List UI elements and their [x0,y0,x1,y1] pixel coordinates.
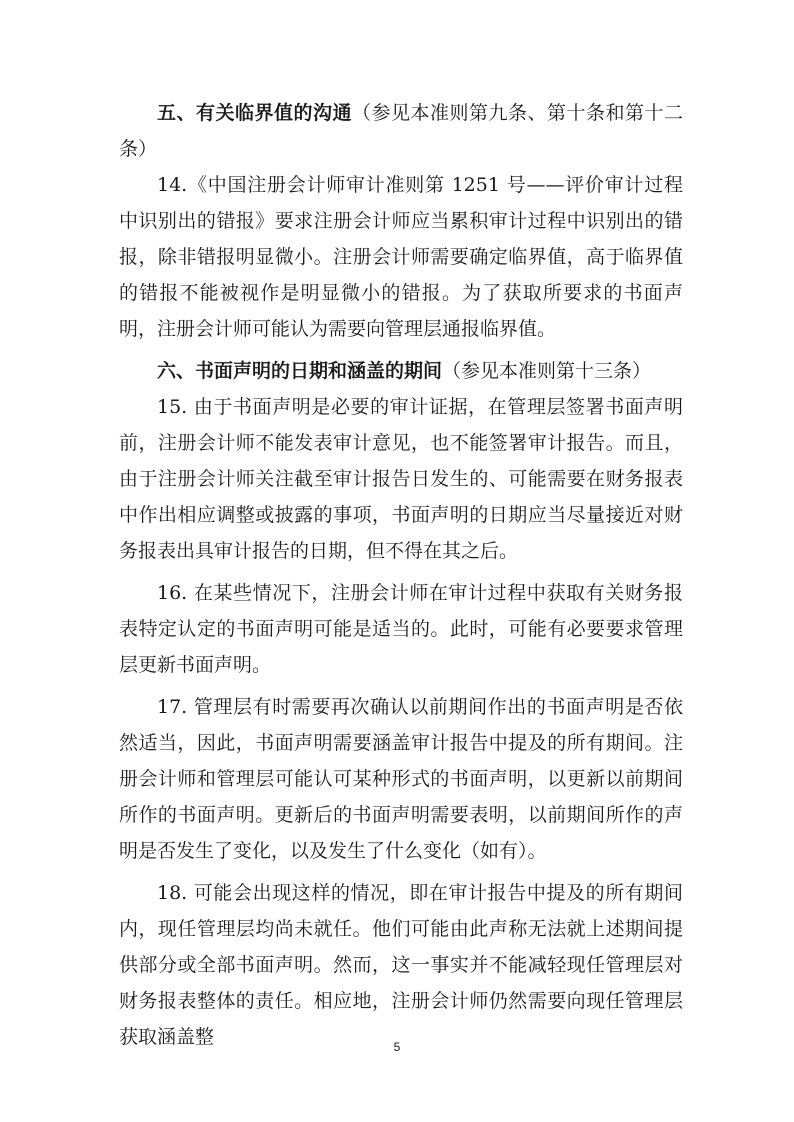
section-heading-threshold [119,95,683,167]
section-title: 五、有关临界值的沟通 [157,102,352,124]
page-number: 5 [393,1040,401,1054]
section-reference: （参见本准则第九条、第十条和第十二条） [119,102,683,160]
paragraph-15: 15. 由于书面声明是必要的审计证据，在管理层签署书面声明前，注册会计师不能发表审计意见，也不能签署审计报告。而且，由于注册会计师关注截至审计报告日发生的、可能需要在财务报表中作出相应调整或披露的事项，书面声明的日期应当尽量接近对财务报表出具审计报告的日期，但不得在其之后。 [119,396,683,562]
section-heading-date-period [119,353,683,389]
section-reference: （参见本准则第十三条） [442,360,652,382]
paragraph-14: 14.《中国注册会计师审计准则第 1251 号——评价审计过程中识别出的错报》要求注册会计师应当累积审计过程中识别出的错报，除非错报明显微小。注册会计师需要确定临界值，高于临界值的错报不能被视作是明显微小的错报。为了获取所要求的书面声明，注册会计师可能认为需要向管理层通报临界值。 [119,174,683,340]
section-title: 六、书面声明的日期和涵盖的期间 [157,360,443,382]
page-content [119,95,683,1055]
paragraph-17: 17. 管理层有时需要再次确认以前期间作出的书面声明是否依然适当，因此，书面声明需要涵盖审计报告中提及的所有期间。注册会计师和管理层可能认可某种形式的书面声明，以更新以前期间所作的书面声明。更新后的书面声明需要表明，以前期间所作的声明是否发生了变化，以及发生了什么变化（如有）。 [119,696,683,862]
paragraph-16: 16. 在某些情况下，注册会计师在审计过程中获取有关财务报表特定认定的书面声明可能是适当的。此时，可能有必要要求管理层更新书面声明。 [119,582,683,676]
paragraph-18: 18. 可能会出现这样的情况，即在审计报告中提及的所有期间内，现任管理层均尚未就任。他们可能由此声称无法就上述期间提供部分或全部书面声明。然而，这一事实并不能减轻现任管理层对财务报表整体的责任。相应地，注册会计师仍然需要向现任管理层获取涵盖整 [119,882,683,1048]
